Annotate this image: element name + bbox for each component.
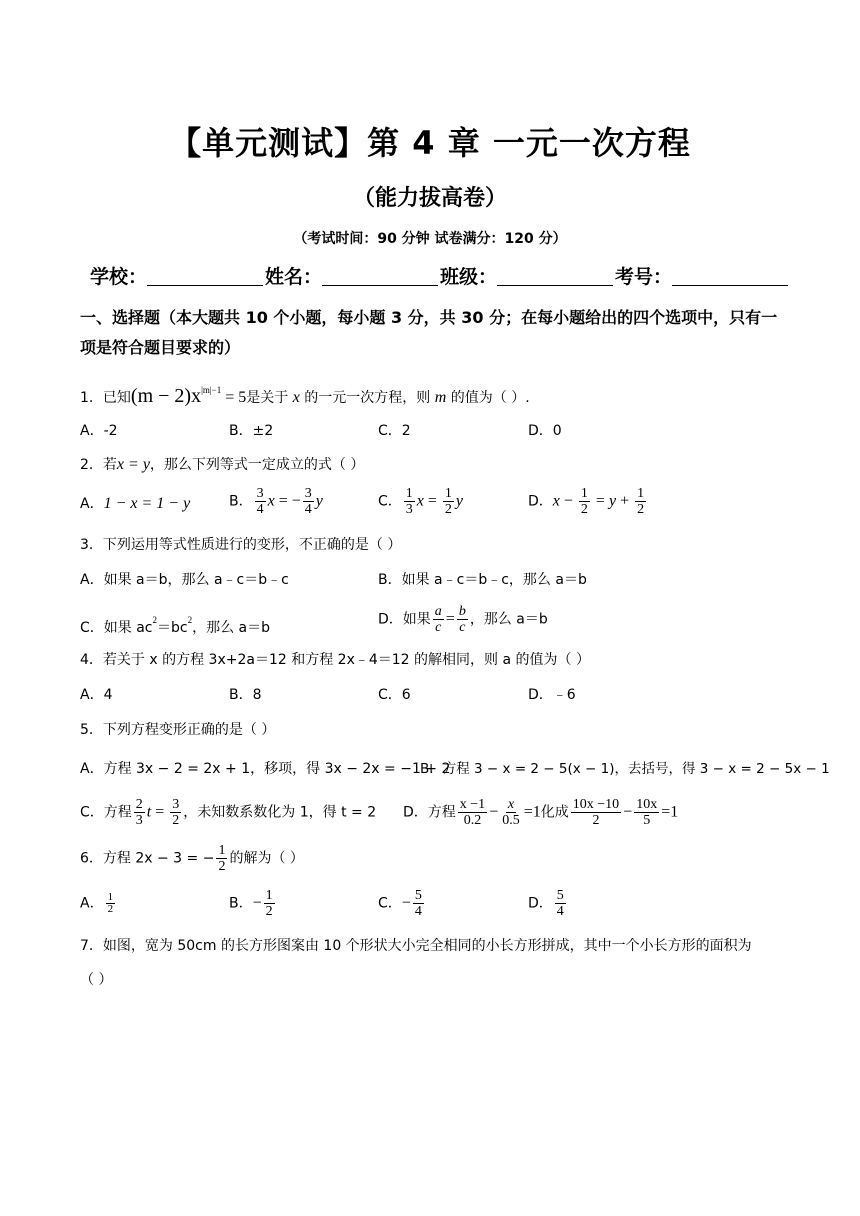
q4-option-d[interactable]: D．﹣6 xyxy=(528,687,576,703)
name-blank[interactable] xyxy=(322,267,438,286)
q1-option-c[interactable]: C．2 xyxy=(378,423,411,439)
q5-option-a[interactable]: A．方程 3x − 2 = 2x + 1，移项，得 3x − 2x = −1 + 2 xyxy=(80,761,451,777)
q5-option-c[interactable]: C．方程 $\frac{2}{3}$ t = $\frac{3}{2}$ ，未知数系数化为 1，得 t = 2 xyxy=(80,797,377,828)
question-4: 4．若关于 x 的方程 3x+2a＝12 和方程 2x﹣4＝12 的解相同，则 a 的值为（ ） xyxy=(80,652,590,668)
q2-option-d[interactable]: D．x − $\frac{1}{2}$ = y + $\frac{1}{2}$ xyxy=(528,486,645,517)
q3-option-d[interactable]: D．如果 $\frac{a}{c}$ = $\frac{b}{c}$ ，那么 a＝b xyxy=(378,604,548,635)
q5-option-b[interactable]: B．方程 3 − x = 2 − 5(x − 1)，去括号，得 3 − x = 2 − 5x − 1 xyxy=(420,761,830,777)
q2-option-b[interactable]: B． $\frac{3}{4}$ x = − $\frac{3}{4}$ y xyxy=(229,486,323,517)
q6-option-d[interactable]: D． $\frac{5}{4}$ xyxy=(528,888,564,919)
student-info-line xyxy=(90,262,790,289)
question-6: 6．方程 2x − 3 = − $\frac{1}{2}$ 的解为（ ） xyxy=(80,843,304,874)
school-label: 学校： xyxy=(90,266,148,288)
question-1: 1．已知$(m - 2)x^{|m|-1} = 5$是关于 x 的一元一次方程，则 m 的值为（ ）. xyxy=(80,385,530,407)
id-label: 考号： xyxy=(615,266,673,288)
page-subtitle: （能力拔高卷） xyxy=(352,186,507,211)
section-heading: 一、选择题（本大题共 10 个小题，每小题 3 分，共 30 分；在每小题给出的四个选项中，只有一项是符合题目要求的） xyxy=(80,308,778,357)
page-title: 【单元测试】第 4 章 一元一次方程 xyxy=(169,124,691,162)
q4-option-c[interactable]: C．6 xyxy=(378,687,411,703)
question-7: 7．如图，宽为 50cm 的长方形图案由 10 个形状大小完全相同的小长方形拼成，其中一个小长方形的面积为 xyxy=(80,938,752,954)
q1-option-d[interactable]: D．0 xyxy=(528,423,562,439)
q6-option-b[interactable]: B．− $\frac{1}{2}$ xyxy=(229,888,273,919)
school-blank[interactable] xyxy=(147,267,263,286)
q2-option-c[interactable]: C． $\frac{1}{3}$ x = $\frac{1}{2}$ y xyxy=(378,486,464,517)
q6-option-a[interactable]: A． $\frac{1}{2}$ xyxy=(80,891,114,915)
question-2: 2．若x = y，那么下列等式一定成立的式（ ） xyxy=(80,456,365,473)
q3-option-b[interactable]: B．如果 a﹣c＝b﹣c，那么 a＝b xyxy=(378,572,587,588)
q4-option-b[interactable]: B．8 xyxy=(229,687,262,703)
class-blank[interactable] xyxy=(497,267,613,286)
q1-option-a[interactable]: A．-2 xyxy=(80,423,118,439)
question-3: 3．下列运用等式性质进行的变形，不正确的是（ ） xyxy=(80,537,402,553)
class-label: 班级： xyxy=(440,266,498,288)
q6-option-c[interactable]: C．− $\frac{5}{4}$ xyxy=(378,888,422,919)
q1-option-b[interactable]: B．±2 xyxy=(229,423,274,439)
q2-option-a[interactable]: A．1 − x = 1 − y xyxy=(80,495,191,512)
id-blank[interactable] xyxy=(672,267,788,286)
question-5: 5．下列方程变形正确的是（ ） xyxy=(80,722,276,738)
name-label: 姓名： xyxy=(265,266,323,288)
question-7-answer-blank: （ ） xyxy=(80,972,113,988)
q3-option-c[interactable]: C．如果 $ac^2=bc^2$，那么 a＝b xyxy=(80,615,271,636)
exam-time-info: （考试时间：90 分钟 试卷满分：120 分） xyxy=(293,231,567,247)
q3-option-a[interactable]: A．如果 a＝b，那么 a﹣c＝b﹣c xyxy=(80,572,289,588)
q4-option-a[interactable]: A．4 xyxy=(80,687,113,703)
q5-option-d[interactable]: D．方程 $\frac{x -1}{0.2}$ − $\frac{x}{0.5}$ =1化成 $\frac{10x -10}{2}$ − $\frac{10x}{5}$ =1 xyxy=(403,797,679,828)
